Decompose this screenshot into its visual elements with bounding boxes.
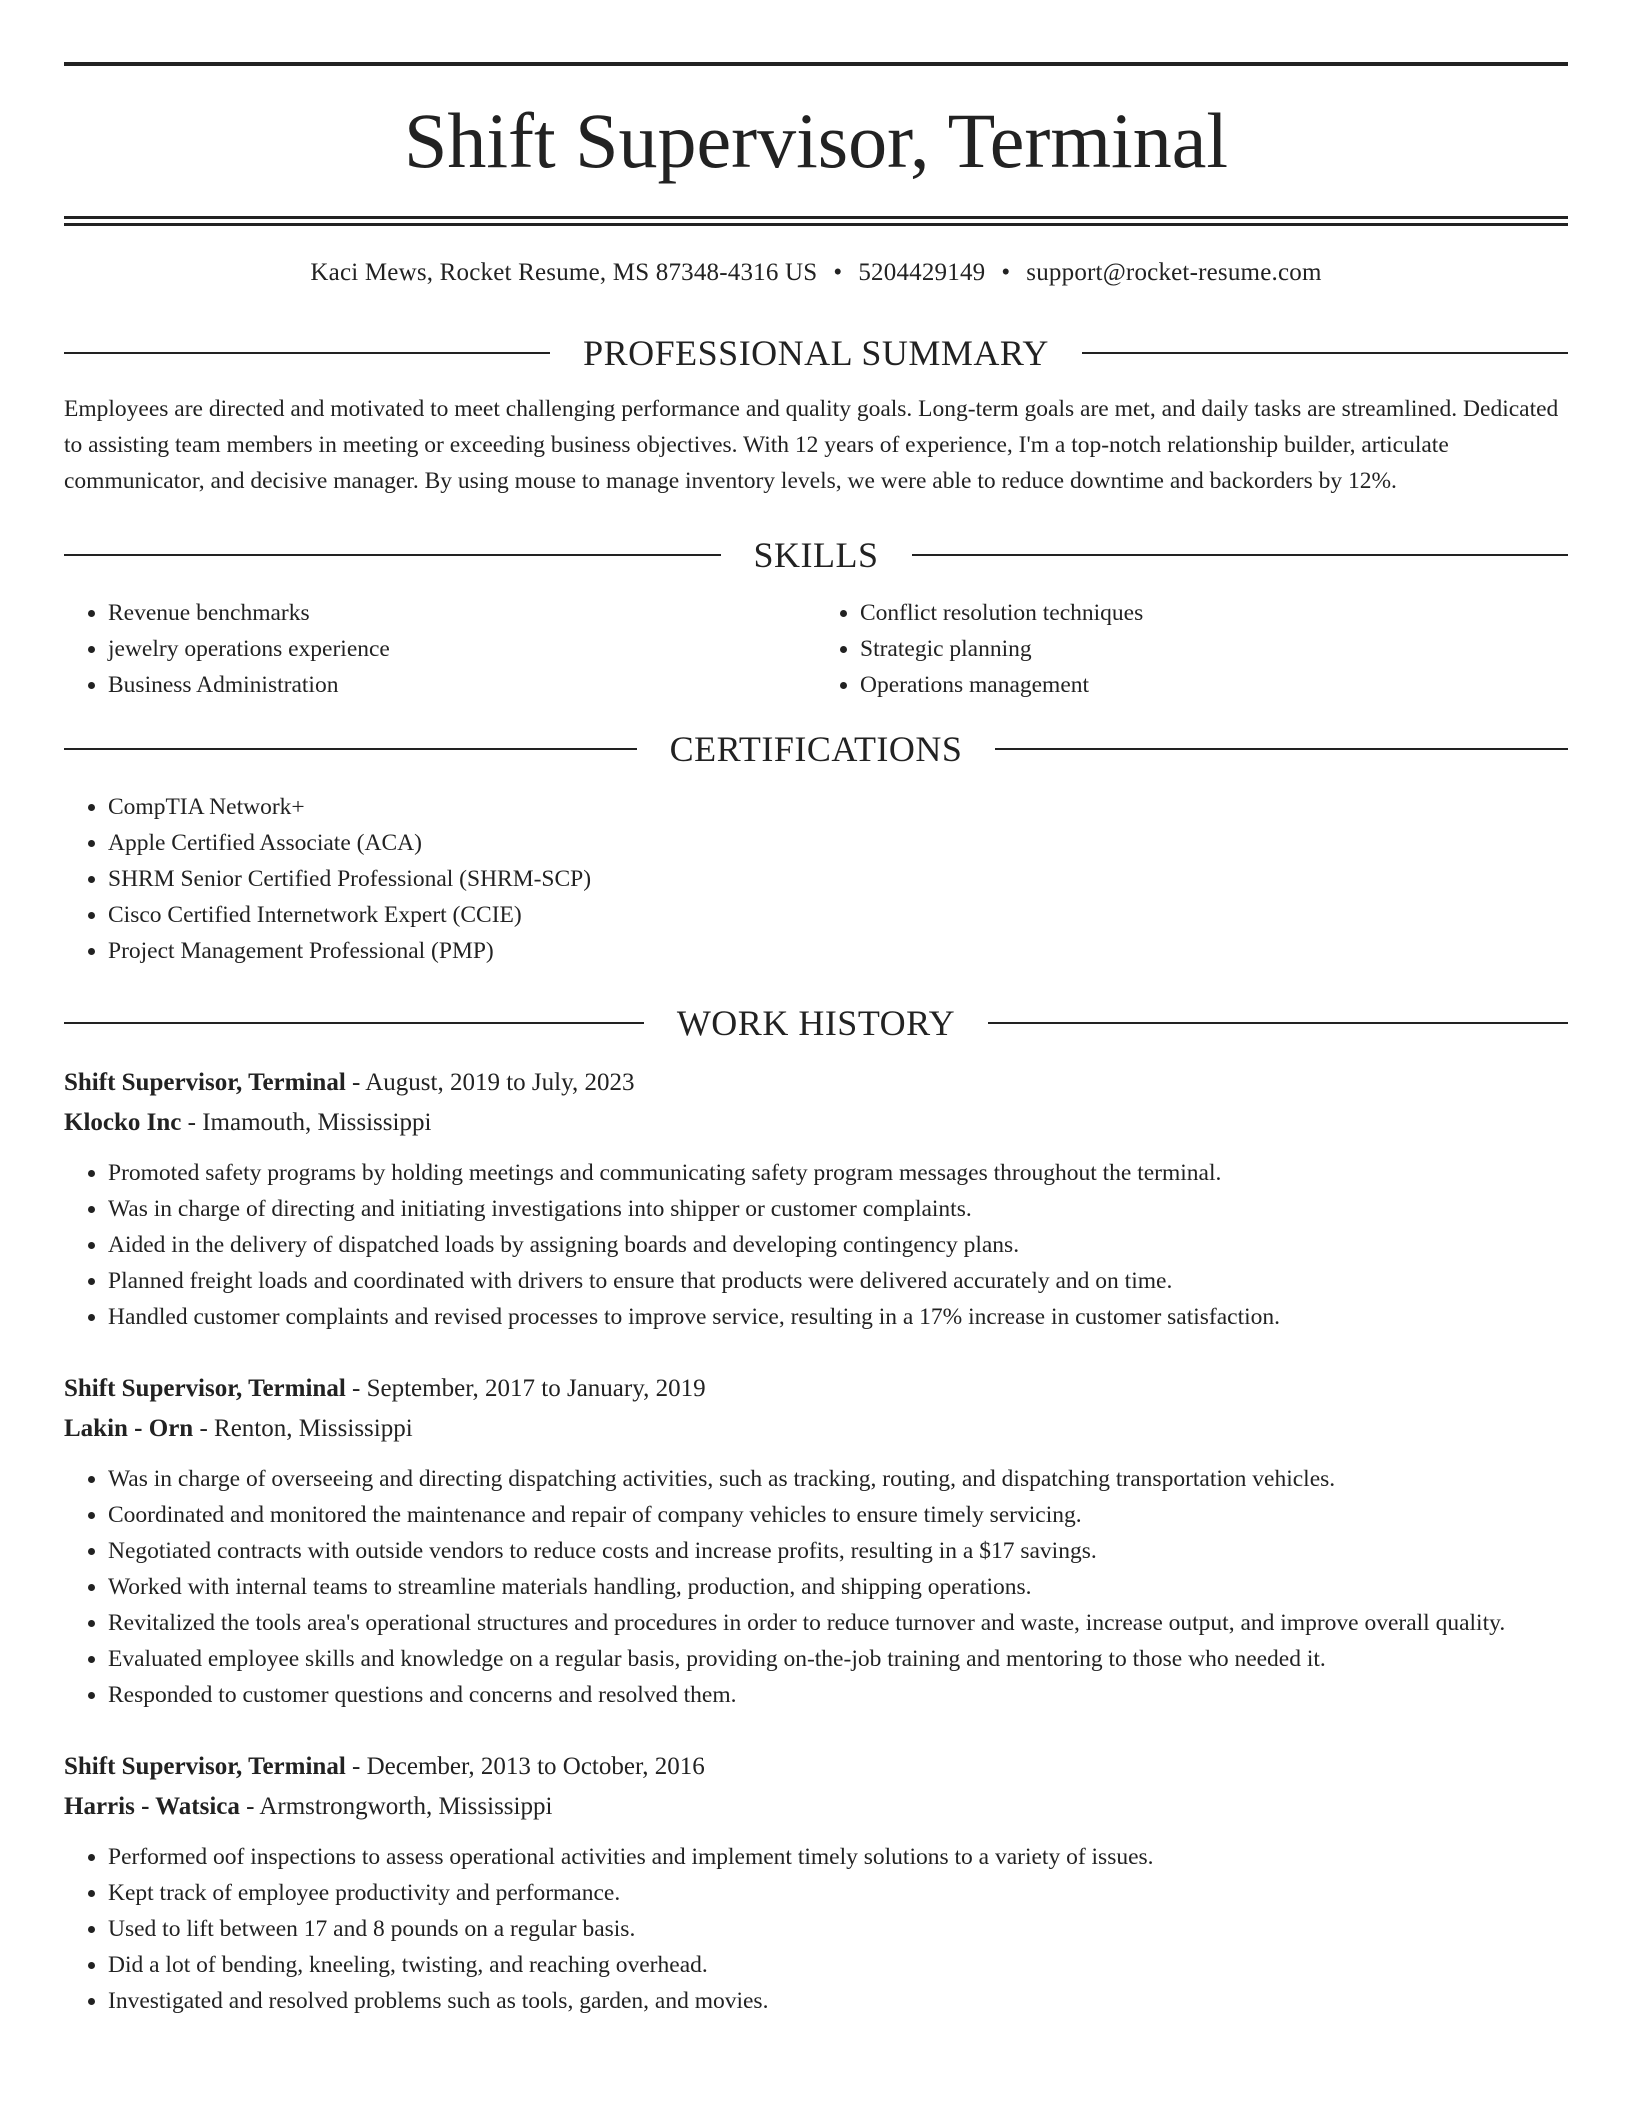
skills-list-right <box>816 595 1568 703</box>
job-bullet: • Did a lot of bending, kneeling, twisting, and reaching overhead. <box>108 1947 1568 1983</box>
job-bullet: • Kept track of employee productivity and performance. <box>108 1875 1568 1911</box>
job-bullet: • Was in charge of overseeing and directing dispatching activities, such as tracking, routing, and dispatching transportation vehicles. <box>108 1461 1568 1497</box>
skill-item: • Business Administration <box>108 667 816 703</box>
job-bullets <box>64 1839 1568 2019</box>
heading-rule-left <box>64 352 550 354</box>
job-title: Shift Supervisor, Terminal <box>64 1375 346 1402</box>
heading-rule-right <box>995 748 1568 750</box>
heading-rule-right <box>1082 352 1568 354</box>
job-bullets <box>64 1155 1568 1335</box>
job-bullet: • Planned freight loads and coordinated with drivers to ensure that products were delivered accurately and on time. <box>108 1263 1568 1299</box>
job-dates: - December, 2013 to October, 2016 <box>345 1753 705 1780</box>
job-location: - Imamouth, Mississippi <box>181 1109 432 1136</box>
job-bullet: • Worked with internal teams to streamline materials handling, production, and shipping operations. <box>108 1569 1568 1605</box>
job-bullet: • Coordinated and monitored the maintenance and repair of company vehicles to ensure timely servicing. <box>108 1497 1568 1533</box>
resume-title: Shift Supervisor, Terminal <box>403 97 1229 184</box>
job-entry <box>64 1369 1568 1713</box>
job-bullet: • Was in charge of directing and initiating investigations into shipper or customer complaints. <box>108 1191 1568 1227</box>
summary-heading <box>64 335 1568 371</box>
skill-item: • jewelry operations experience <box>108 631 816 667</box>
heading-rule-left <box>64 748 637 750</box>
job-bullet: • Revitalized the tools area's operational structures and procedures in order to reduce turnover and waste, increase output, and improve overall quality. <box>108 1605 1568 1641</box>
certification-item: • Project Management Professional (PMP) <box>108 933 1568 969</box>
certification-item: • Apple Certified Associate (ACA) <box>108 825 1568 861</box>
job-company: Klocko Inc <box>64 1109 182 1136</box>
skill-item: • Strategic planning <box>860 631 1568 667</box>
skills-heading <box>64 537 1568 573</box>
job-bullet: • Evaluated employee skills and knowledge on a regular basis, providing on-the-job training and mentoring to those who needed it. <box>108 1641 1568 1677</box>
skill-item: • Operations management <box>860 667 1568 703</box>
job-company-line <box>64 1103 1568 1143</box>
heading-rule-left <box>64 1022 644 1024</box>
skill-item: • Revenue benchmarks <box>108 595 816 631</box>
certifications-heading <box>64 731 1568 767</box>
contact-address: Kaci Mews, Rocket Resume, MS 87348-4316 US <box>310 259 818 286</box>
job-bullet: • Aided in the delivery of dispatched loads by assigning boards and developing contingency plans. <box>108 1227 1568 1263</box>
certifications-heading-label: CERTIFICATIONS <box>669 729 963 769</box>
job-bullet: • Investigated and resolved problems such as tools, garden, and movies. <box>108 1983 1568 2019</box>
job-entry <box>64 1747 1568 2019</box>
contact-separator: • <box>1001 259 1011 286</box>
summary-heading-label: PROFESSIONAL SUMMARY <box>583 333 1049 373</box>
job-dates: - August, 2019 to July, 2023 <box>345 1069 635 1096</box>
job-title-line <box>64 1369 1568 1409</box>
heading-rule-right <box>988 1022 1568 1024</box>
contact-separator: • <box>833 259 843 286</box>
heading-rule-right <box>912 554 1569 556</box>
heading-rule-left <box>64 554 721 556</box>
resume-page <box>64 62 1568 2019</box>
job-location: - Renton, Mississippi <box>193 1415 413 1442</box>
skills-list-left <box>64 595 816 703</box>
job-dates: - September, 2017 to January, 2019 <box>345 1375 706 1402</box>
certification-item: • SHRM Senior Certified Professional (SHRM-SCP) <box>108 861 1568 897</box>
job-bullets <box>64 1461 1568 1713</box>
top-rule <box>64 62 1568 66</box>
job-company: Lakin - Orn <box>64 1415 194 1442</box>
job-title-line <box>64 1063 1568 1103</box>
job-title: Shift Supervisor, Terminal <box>64 1753 346 1780</box>
job-bullet: • Promoted safety programs by holding meetings and communicating safety program messages throughout the terminal. <box>108 1155 1568 1191</box>
job-entry <box>64 1063 1568 1335</box>
title-double-rule <box>64 216 1568 226</box>
skills-columns <box>64 595 1568 703</box>
contact-email: support@rocket-resume.com <box>1026 259 1322 286</box>
job-title-line <box>64 1747 1568 1787</box>
contact-line <box>64 260 1568 285</box>
job-bullet: • Handled customer complaints and revised processes to improve service, resulting in a 17% increase in customer satisfaction. <box>108 1299 1568 1335</box>
work-history-heading-label: WORK HISTORY <box>676 1003 956 1043</box>
certifications-list <box>64 789 1568 969</box>
job-bullet: • Negotiated contracts with outside vendors to reduce costs and increase profits, resulting in a $17 savings. <box>108 1533 1568 1569</box>
job-company-line <box>64 1787 1568 1827</box>
work-history-heading <box>64 1005 1568 1041</box>
skills-heading-label: SKILLS <box>753 535 879 575</box>
job-bullet: • Performed oof inspections to assess operational activities and implement timely solutions to a variety of issues. <box>108 1839 1568 1875</box>
job-bullet: • Responded to customer questions and concerns and resolved them. <box>108 1677 1568 1713</box>
job-title: Shift Supervisor, Terminal <box>64 1069 346 1096</box>
summary-text: Employees are directed and motivated to meet challenging performance and quality goals. Long-term goals are met, and daily tasks are streamlined. Dedicated to assisting team members in meeting or exceeding business objectives. With 12 years of experience, I'm a top-notch relationship builder, articulate communicator, and decisive manager. By using mouse to manage inventory levels, we were able to reduce downtime and backorders by 12%. <box>64 396 1559 494</box>
contact-phone: 5204429149 <box>858 259 986 286</box>
certification-item: • CompTIA Network+ <box>108 789 1568 825</box>
job-bullet: • Used to lift between 17 and 8 pounds on a regular basis. <box>108 1911 1568 1947</box>
job-company: Harris - Watsica <box>64 1793 240 1820</box>
skill-item: • Conflict resolution techniques <box>860 595 1568 631</box>
job-location: - Armstrongworth, Mississippi <box>239 1793 553 1820</box>
certification-item: • Cisco Certified Internetwork Expert (CCIE) <box>108 897 1568 933</box>
job-company-line <box>64 1409 1568 1449</box>
